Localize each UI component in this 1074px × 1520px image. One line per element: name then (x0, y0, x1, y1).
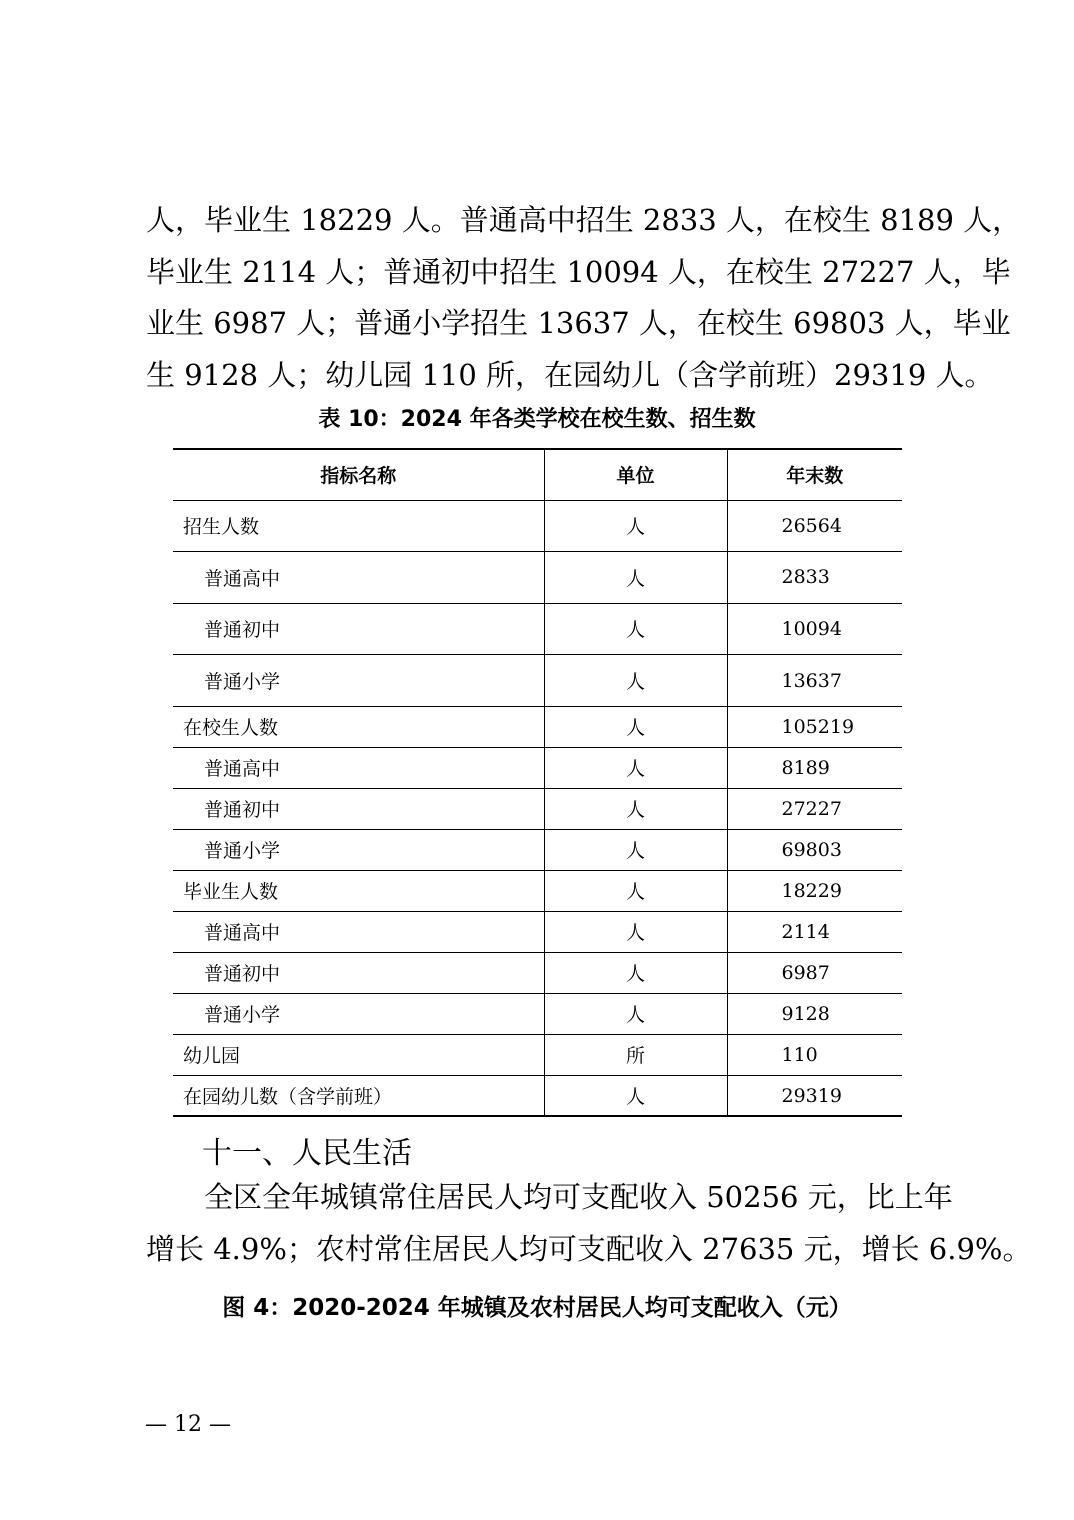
table-row (173, 500, 902, 552)
row-unit: 人 (544, 552, 727, 604)
row-name: 在园幼儿数（含学前班） (173, 1075, 544, 1116)
row-value: 69803 (727, 829, 902, 870)
row-unit: 人 (544, 993, 727, 1034)
table-row (173, 993, 902, 1034)
header-unit: 单位 (544, 449, 727, 500)
row-value: 9128 (727, 993, 902, 1034)
paragraph-line: 人，毕业生 18229 人。普通高中招生 2833 人，在校生 8189 人， (146, 203, 1022, 237)
row-value: 29319 (781, 1084, 842, 1107)
row-unit: 人 (544, 829, 727, 870)
row-name: 毕业生人数 (173, 870, 544, 911)
table-header-row (173, 449, 902, 500)
paragraph-line: 增长 4.9%；农村常住居民人均可支配收入 27635 元，增长 6.9%。 (146, 1231, 1032, 1266)
row-name: 普通初中 (173, 603, 544, 655)
paragraph-line: 全区全年城镇常住居民人均可支配收入 50256 元，比上年 (204, 1180, 953, 1214)
row-unit: 人 (544, 952, 727, 993)
row-name: 普通小学 (173, 829, 544, 870)
table-row (173, 1034, 902, 1075)
row-name: 普通高中 (173, 552, 544, 604)
row-unit: 人 (544, 655, 727, 707)
row-value: 8189 (727, 747, 902, 788)
header-year-end-value: 年末数 (727, 449, 902, 500)
table-row (173, 706, 902, 747)
table-row (173, 552, 902, 604)
row-value: 26564 (727, 500, 902, 552)
row-value: 105219 (727, 706, 902, 747)
table-row (173, 911, 902, 952)
row-name: 普通初中 (173, 788, 544, 829)
row-value: 110 (727, 1034, 902, 1075)
row-name: 幼儿园 (173, 1034, 544, 1075)
row-unit: 人 (544, 500, 727, 552)
school-stats-table (173, 448, 902, 1117)
paragraph-line: 生 9128 人；幼儿园 110 所，在园幼儿（含学前班）29319 人。 (146, 357, 994, 392)
table-row (173, 870, 902, 911)
table-title: 表 10：2024 年各类学校在校生数、招生数 (318, 407, 756, 432)
row-name: 普通小学 (173, 993, 544, 1034)
section-heading: 十一、人民生活 (202, 1136, 412, 1171)
row-name: 普通高中 (173, 911, 544, 952)
body-paragraph-education (146, 195, 1022, 401)
row-unit: 人 (544, 603, 727, 655)
table-row (173, 952, 902, 993)
row-value: 2833 (727, 552, 902, 604)
row-value: 2114 (727, 911, 902, 952)
row-name: 招生人数 (173, 500, 544, 552)
body-paragraph-income (146, 1172, 1032, 1275)
page-number: — 12 — (145, 1412, 231, 1437)
row-name: 普通高中 (173, 747, 544, 788)
paragraph-line: 业生 6987 人；普通小学招生 13637 人，在校生 69803 人，毕业 (146, 306, 1011, 340)
row-value: 10094 (727, 603, 902, 655)
table-row (173, 603, 902, 655)
row-name: 普通初中 (173, 952, 544, 993)
row-value: 13637 (727, 655, 902, 707)
row-unit: 人 (544, 1075, 727, 1116)
row-unit: 所 (544, 1034, 727, 1075)
table-row (173, 788, 902, 829)
header-indicator-name: 指标名称 (173, 449, 544, 500)
row-value: 18229 (727, 870, 902, 911)
row-unit: 人 (544, 870, 727, 911)
row-name: 在校生人数 (173, 706, 544, 747)
row-name: 普通小学 (173, 655, 544, 707)
row-unit: 人 (544, 911, 727, 952)
figure-title: 图 4：2020-2024 年城镇及农村居民人均可支配收入（元） (222, 1295, 852, 1321)
row-value: 27227 (727, 788, 902, 829)
row-unit: 人 (544, 706, 727, 747)
table-row (173, 829, 902, 870)
row-value: 6987 (727, 952, 902, 993)
table-row (173, 1075, 902, 1116)
row-unit: 人 (544, 788, 727, 829)
row-unit: 人 (544, 747, 727, 788)
table-row (173, 747, 902, 788)
table-row (173, 655, 902, 707)
paragraph-line: 毕业生 2114 人；普通初中招生 10094 人，在校生 27227 人，毕 (146, 254, 1011, 289)
